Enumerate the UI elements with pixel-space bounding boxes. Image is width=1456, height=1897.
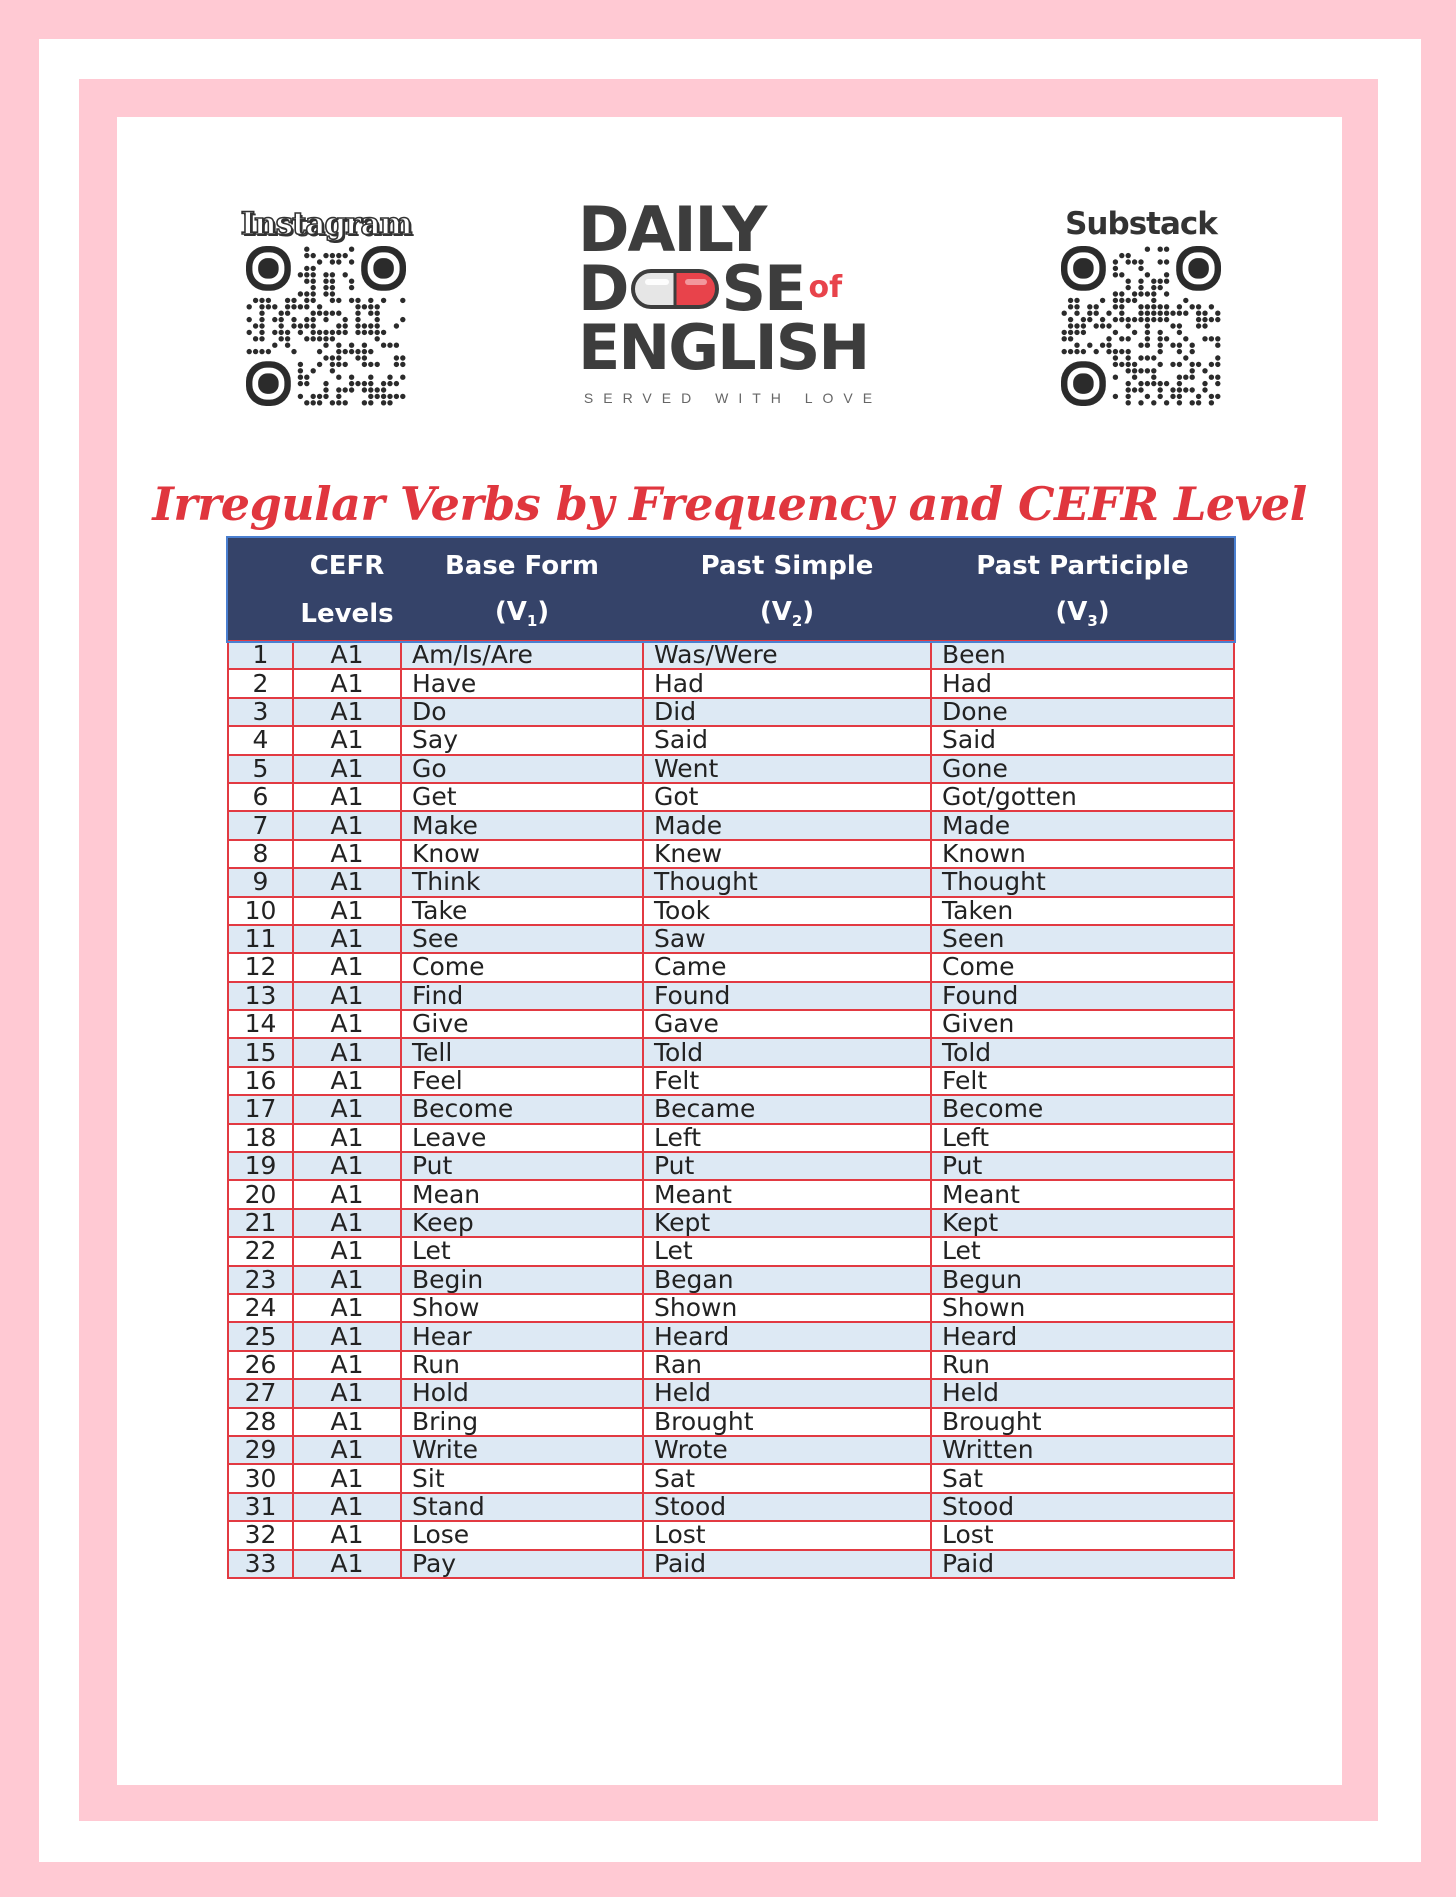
past-participle-cell: Heard [931,1322,1234,1350]
past-simple-cell: Made [643,811,931,839]
table-row [228,1237,1234,1265]
past-simple-cell: Kept [643,1209,931,1237]
verb-form-label: (V [759,597,792,628]
past-participle-cell: Said [931,726,1234,754]
rank-cell: 21 [228,1209,293,1237]
past-simple-cell: Was/Were [643,641,931,669]
past-simple-cell: Came [643,953,931,981]
table-row [228,840,1234,868]
base-form-cell: Write [401,1436,643,1464]
past-simple-cell: Let [643,1237,931,1265]
table-row [228,1067,1234,1095]
rank-cell: 30 [228,1464,293,1492]
base-form-cell: Am/Is/Are [401,641,643,669]
cefr-level-cell: A1 [293,1436,401,1464]
cefr-level-cell: A1 [293,1379,401,1407]
cefr-level-cell: A1 [293,1266,401,1294]
cefr-level-cell: A1 [293,1095,401,1123]
past-participle-cell: Left [931,1124,1234,1152]
daily-dose-of-english-logo [578,193,898,384]
past-simple-cell: Did [643,698,931,726]
past-simple-cell: Said [643,726,931,754]
cefr-level-cell: A1 [293,811,401,839]
table-row [228,1209,1234,1237]
table-row [228,755,1234,783]
past-participle-cell: Seen [931,925,1234,953]
table-row [228,726,1234,754]
cefr-level-cell: A1 [293,1038,401,1066]
past-participle-cell: Become [931,1095,1234,1123]
rank-cell: 18 [228,1124,293,1152]
rank-cell: 22 [228,1237,293,1265]
table-row [228,953,1234,981]
base-form-cell: Think [401,868,643,896]
column-header-0 [228,538,293,590]
column-header-1: CEFR [293,538,401,590]
logo-letters-se: SE [721,252,805,325]
rank-cell: 3 [228,698,293,726]
table-row [228,1095,1234,1123]
rank-cell: 9 [228,868,293,896]
past-simple-cell: Paid [643,1550,931,1578]
cefr-level-cell: A1 [293,755,401,783]
base-form-cell: Show [401,1294,643,1322]
verb-form-close: ) [802,597,815,628]
cefr-level-cell: A1 [293,982,401,1010]
past-participle-cell: Taken [931,897,1234,925]
instagram-label: Instagram [240,206,412,242]
past-participle-cell: Kept [931,1209,1234,1237]
past-participle-cell: Come [931,953,1234,981]
base-form-cell: Put [401,1152,643,1180]
cefr-level-cell: A1 [293,1550,401,1578]
rank-cell: 16 [228,1067,293,1095]
past-simple-cell: Lost [643,1521,931,1549]
base-form-cell: Feel [401,1067,643,1095]
column-subheader-1: Levels [293,590,401,641]
cefr-level-cell: A1 [293,1209,401,1237]
past-simple-cell: Saw [643,925,931,953]
cefr-level-cell: A1 [293,669,401,697]
cefr-level-cell: A1 [293,897,401,925]
past-simple-cell: Went [643,755,931,783]
table-body [228,641,1234,1578]
past-participle-cell: Lost [931,1521,1234,1549]
instagram-qr-code-icon[interactable] [246,246,406,406]
worksheet-page [117,117,1342,1785]
cefr-level-cell: A1 [293,1521,401,1549]
past-participle-cell: Given [931,1010,1234,1038]
past-participle-cell: Done [931,698,1234,726]
base-form-cell: Bring [401,1408,643,1436]
column-subheader-0 [228,590,293,641]
base-form-cell: Find [401,982,643,1010]
base-form-cell: Hold [401,1379,643,1407]
rank-cell: 4 [228,726,293,754]
rank-cell: 19 [228,1152,293,1180]
past-participle-cell: Been [931,641,1234,669]
substack-label: Substack [1065,206,1217,242]
column-header-2: Base Form [401,538,643,590]
cefr-level-cell: A1 [293,1322,401,1350]
past-participle-cell: Made [931,811,1234,839]
base-form-cell: Let [401,1237,643,1265]
rank-cell: 25 [228,1322,293,1350]
logo-tagline: SERVED WITH LOVE [583,390,883,406]
past-simple-cell: Found [643,982,931,1010]
past-participle-cell: Got/gotten [931,783,1234,811]
past-simple-cell: Felt [643,1067,931,1095]
past-participle-cell: Run [931,1351,1234,1379]
logo-line-english: ENGLISH [578,311,869,384]
rank-cell: 12 [228,953,293,981]
past-participle-cell: Begun [931,1266,1234,1294]
past-simple-cell: Knew [643,840,931,868]
verb-form-close: ) [1097,597,1110,628]
cefr-level-cell: A1 [293,783,401,811]
past-participle-cell: Thought [931,868,1234,896]
rank-cell: 10 [228,897,293,925]
verb-form-index: 1 [526,612,538,631]
logo-of: of [808,270,843,305]
past-simple-cell: Sat [643,1464,931,1492]
past-participle-cell: Had [931,669,1234,697]
past-simple-cell: Began [643,1266,931,1294]
table-row [228,1351,1234,1379]
rank-cell: 32 [228,1521,293,1549]
base-form-cell: Leave [401,1124,643,1152]
past-participle-cell: Written [931,1436,1234,1464]
table-row [228,1464,1234,1492]
cefr-level-cell: A1 [293,1408,401,1436]
past-simple-cell: Shown [643,1294,931,1322]
past-participle-cell: Found [931,982,1234,1010]
column-subheader-4 [931,590,1234,641]
past-simple-cell: Wrote [643,1436,931,1464]
base-form-cell: Run [401,1351,643,1379]
table-row [228,1294,1234,1322]
rank-cell: 20 [228,1180,293,1208]
column-subheader-3 [643,590,931,641]
past-simple-cell: Heard [643,1322,931,1350]
base-form-cell: Give [401,1010,643,1038]
table-row [228,1408,1234,1436]
past-simple-cell: Became [643,1095,931,1123]
past-participle-cell: Paid [931,1550,1234,1578]
base-form-cell: Go [401,755,643,783]
pill-icon [631,269,719,309]
past-participle-cell: Sat [931,1464,1234,1492]
substack-qr-code-icon[interactable] [1061,246,1221,406]
rank-cell: 5 [228,755,293,783]
cefr-level-cell: A1 [293,1294,401,1322]
cefr-level-cell: A1 [293,1464,401,1492]
logo-letter-d: D [578,252,628,325]
verb-form-close: ) [537,597,550,628]
table-row [228,1379,1234,1407]
table-row [228,1322,1234,1350]
base-form-cell: Hear [401,1322,643,1350]
table-row [228,669,1234,697]
table-row [228,1436,1234,1464]
irregular-verbs-table [227,538,1235,1579]
past-simple-cell: Stood [643,1493,931,1521]
cefr-level-cell: A1 [293,1493,401,1521]
cefr-level-cell: A1 [293,1180,401,1208]
table-row [228,868,1234,896]
rank-cell: 26 [228,1351,293,1379]
rank-cell: 28 [228,1408,293,1436]
base-form-cell: Pay [401,1550,643,1578]
base-form-cell: Lose [401,1521,643,1549]
rank-cell: 8 [228,840,293,868]
cefr-level-cell: A1 [293,698,401,726]
rank-cell: 7 [228,811,293,839]
past-participle-cell: Told [931,1038,1234,1066]
past-simple-cell: Brought [643,1408,931,1436]
past-participle-cell: Put [931,1152,1234,1180]
table-header [228,538,1234,641]
cefr-level-cell: A1 [293,1237,401,1265]
base-form-cell: Have [401,669,643,697]
past-simple-cell: Told [643,1038,931,1066]
base-form-cell: Take [401,897,643,925]
cefr-level-cell: A1 [293,840,401,868]
rank-cell: 33 [228,1550,293,1578]
table-row [228,811,1234,839]
page-title: Irregular Verbs by Frequency and CEFR Level [152,477,1307,531]
cefr-level-cell: A1 [293,953,401,981]
past-simple-cell: Thought [643,868,931,896]
logo-line-daily: DAILY [578,193,766,266]
table-row [228,897,1234,925]
table-row [228,1038,1234,1066]
table-row [228,982,1234,1010]
cefr-level-cell: A1 [293,925,401,953]
cefr-level-cell: A1 [293,868,401,896]
table-row [228,1152,1234,1180]
table-row [228,698,1234,726]
base-form-cell: Do [401,698,643,726]
cefr-level-cell: A1 [293,1124,401,1152]
rank-cell: 1 [228,641,293,669]
past-participle-cell: Felt [931,1067,1234,1095]
table-row [228,1010,1234,1038]
table-row [228,1493,1234,1521]
base-form-cell: See [401,925,643,953]
rank-cell: 29 [228,1436,293,1464]
base-form-cell: Tell [401,1038,643,1066]
past-simple-cell: Gave [643,1010,931,1038]
past-participle-cell: Meant [931,1180,1234,1208]
past-participle-cell: Gone [931,755,1234,783]
table-row [228,1266,1234,1294]
rank-cell: 15 [228,1038,293,1066]
past-participle-cell: Held [931,1379,1234,1407]
past-participle-cell: Shown [931,1294,1234,1322]
rank-cell: 13 [228,982,293,1010]
table-row [228,1124,1234,1152]
base-form-cell: Say [401,726,643,754]
base-form-cell: Begin [401,1266,643,1294]
past-simple-cell: Took [643,897,931,925]
past-simple-cell: Had [643,669,931,697]
cefr-level-cell: A1 [293,1010,401,1038]
column-header-4: Past Participle [931,538,1234,590]
verb-form-index: 2 [791,612,803,631]
verb-form-index: 3 [1087,612,1098,631]
rank-cell: 27 [228,1379,293,1407]
base-form-cell: Come [401,953,643,981]
table-row [228,1550,1234,1578]
past-participle-cell: Brought [931,1408,1234,1436]
past-simple-cell: Got [643,783,931,811]
logo-line-dose [578,252,898,325]
verb-form-label: (V [1055,597,1088,628]
substack-qr-block[interactable] [1054,206,1228,411]
past-participle-cell: Known [931,840,1234,868]
rank-cell: 31 [228,1493,293,1521]
base-form-cell: Stand [401,1493,643,1521]
past-participle-cell: Stood [931,1493,1234,1521]
base-form-cell: Sit [401,1464,643,1492]
rank-cell: 23 [228,1266,293,1294]
cefr-level-cell: A1 [293,641,401,669]
past-simple-cell: Left [643,1124,931,1152]
past-simple-cell: Held [643,1379,931,1407]
table-row [228,783,1234,811]
column-subheader-2 [401,590,643,641]
past-simple-cell: Meant [643,1180,931,1208]
rank-cell: 24 [228,1294,293,1322]
base-form-cell: Make [401,811,643,839]
rank-cell: 14 [228,1010,293,1038]
rank-cell: 17 [228,1095,293,1123]
past-simple-cell: Ran [643,1351,931,1379]
rank-cell: 2 [228,669,293,697]
table-row [228,1180,1234,1208]
rank-cell: 11 [228,925,293,953]
instagram-qr-block[interactable] [239,206,413,411]
cefr-level-cell: A1 [293,1067,401,1095]
cefr-level-cell: A1 [293,1152,401,1180]
past-participle-cell: Let [931,1237,1234,1265]
base-form-cell: Know [401,840,643,868]
table-row [228,641,1234,669]
cefr-level-cell: A1 [293,1351,401,1379]
column-header-3: Past Simple [643,538,931,590]
cefr-level-cell: A1 [293,726,401,754]
past-simple-cell: Put [643,1152,931,1180]
base-form-cell: Mean [401,1180,643,1208]
rank-cell: 6 [228,783,293,811]
table-row [228,925,1234,953]
base-form-cell: Get [401,783,643,811]
base-form-cell: Keep [401,1209,643,1237]
base-form-cell: Become [401,1095,643,1123]
table-row [228,1521,1234,1549]
verb-form-label: (V [494,597,527,628]
